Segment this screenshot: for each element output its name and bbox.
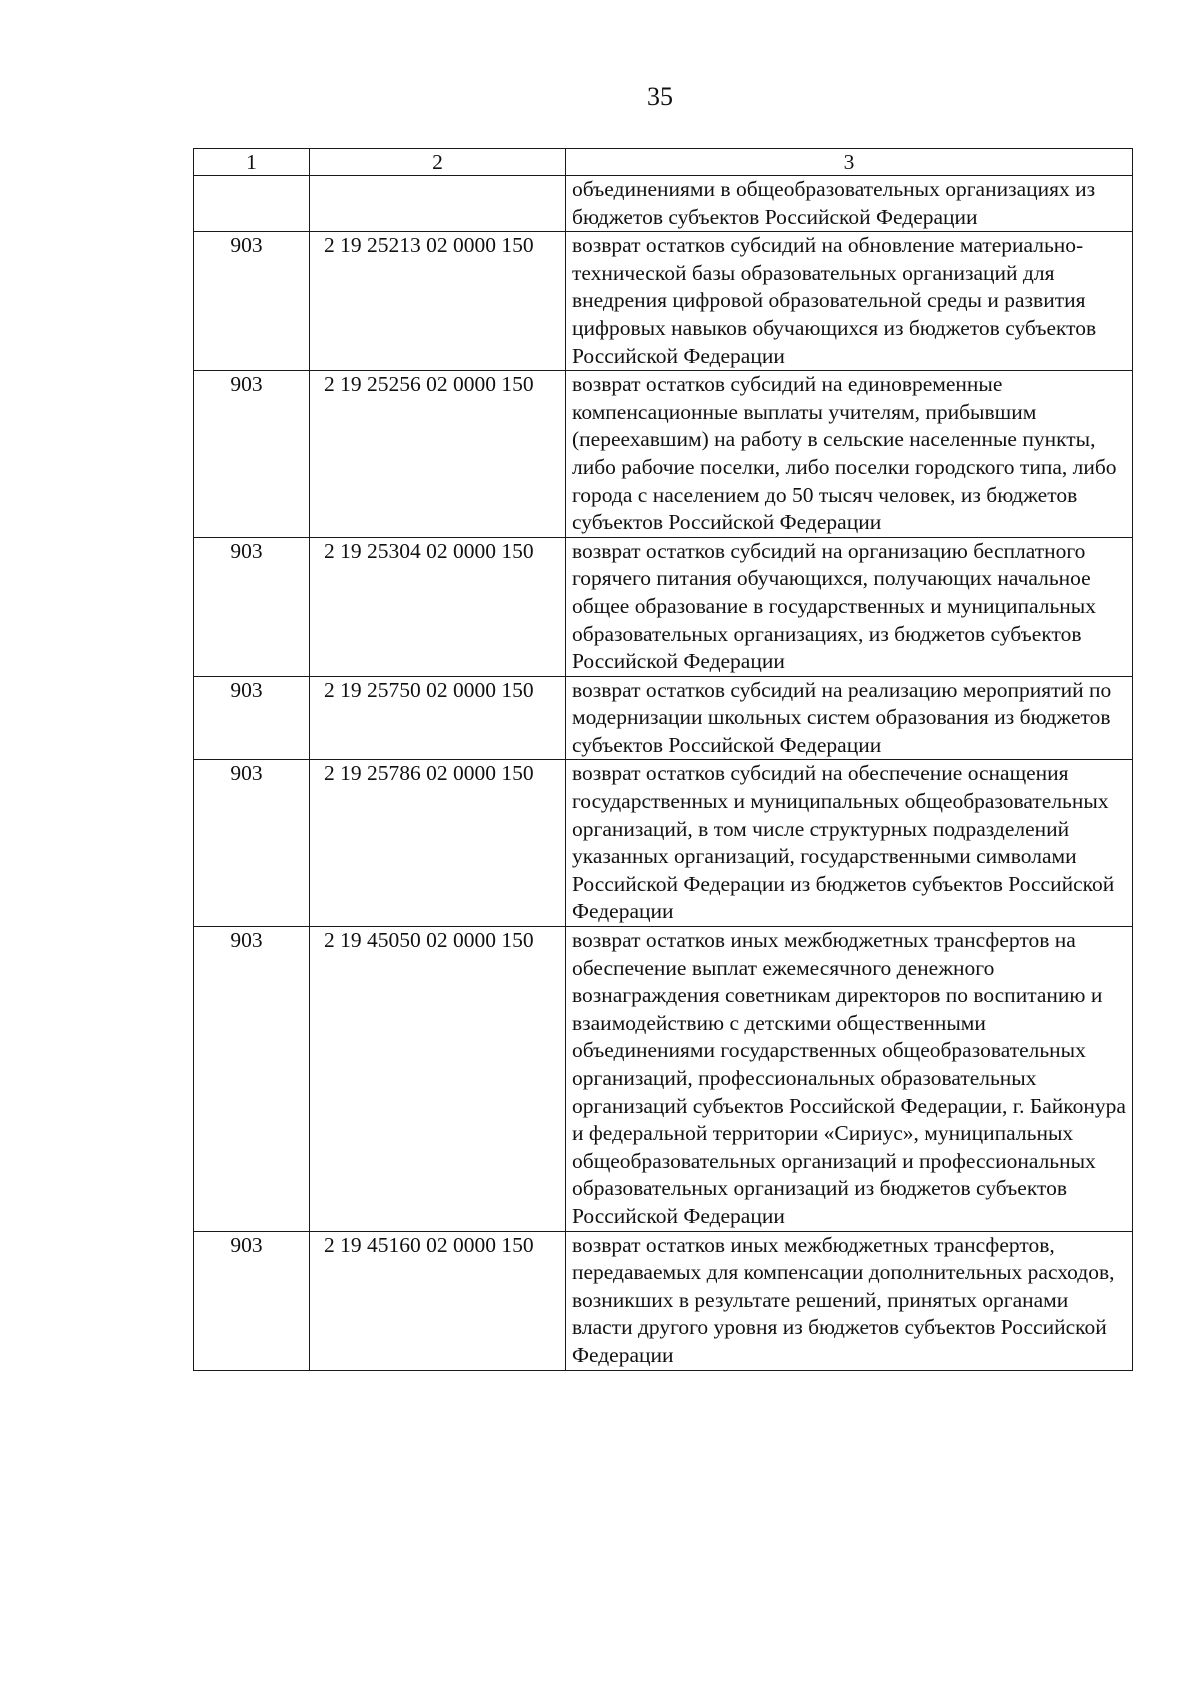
kbk-code-cell: 2 19 25750 02 0000 150 bbox=[310, 676, 566, 760]
description-cell: возврат остатков субсидий на единовременные компенсационные выплаты учителям, прибывшим (переехавшим) на работу в сельские населенные пункты, либо рабочие поселки, либо поселки городского типа, либо города с населением до 50 тысяч человек, из бюджетов субъектов Российской Федерации bbox=[566, 371, 1133, 538]
admin-code-cell: 903 bbox=[194, 676, 310, 760]
admin-code-cell: 903 bbox=[194, 537, 310, 676]
kbk-code-cell: 2 19 25256 02 0000 150 bbox=[310, 371, 566, 538]
admin-code-cell: 903 bbox=[194, 760, 310, 927]
budget-codes-table bbox=[193, 148, 1133, 1371]
admin-code-cell: 903 bbox=[194, 1231, 310, 1370]
description-cell: возврат остатков субсидий на реализацию мероприятий по модернизации школьных систем образования из бюджетов субъектов Российской Федерации bbox=[566, 676, 1133, 760]
admin-code-cell: 903 bbox=[194, 232, 310, 371]
kbk-code-cell bbox=[310, 176, 566, 232]
admin-code-cell: 903 bbox=[194, 927, 310, 1232]
kbk-code-cell: 2 19 25304 02 0000 150 bbox=[310, 537, 566, 676]
kbk-code-cell: 2 19 25213 02 0000 150 bbox=[310, 232, 566, 371]
table-body bbox=[194, 176, 1133, 1371]
table-header bbox=[194, 149, 1133, 176]
description-cell: возврат остатков субсидий на обновление материально-технической базы образовательных организаций для внедрения цифровой образовательной среды и развития цифровых навыков обучающихся из бюджетов субъектов Российской Федерации bbox=[566, 232, 1133, 371]
kbk-code-cell: 2 19 45160 02 0000 150 bbox=[310, 1231, 566, 1370]
table-row bbox=[194, 371, 1133, 538]
table-row bbox=[194, 760, 1133, 927]
table-row bbox=[194, 676, 1133, 760]
kbk-code-cell: 2 19 45050 02 0000 150 bbox=[310, 927, 566, 1232]
kbk-code-cell: 2 19 25786 02 0000 150 bbox=[310, 760, 566, 927]
description-cell: возврат остатков субсидий на обеспечение оснащения государственных и муниципальных общеобразовательных организаций, в том числе структурных подразделений указанных организаций, государственными символами Российской Федерации из бюджетов субъектов Российской Федерации bbox=[566, 760, 1133, 927]
table-row bbox=[194, 927, 1133, 1232]
table-row bbox=[194, 537, 1133, 676]
admin-code-cell bbox=[194, 176, 310, 232]
table-row bbox=[194, 232, 1133, 371]
column-header-1: 1 bbox=[194, 149, 310, 176]
header-row bbox=[194, 149, 1133, 176]
admin-code-cell: 903 bbox=[194, 371, 310, 538]
column-header-2: 2 bbox=[310, 149, 566, 176]
table-row bbox=[194, 176, 1133, 232]
page-number: 35 bbox=[647, 82, 673, 111]
description-cell: возврат остатков субсидий на организацию бесплатного горячего питания обучающихся, получающих начальное общее образование в государственных и муниципальных образовательных организациях, из бюджетов субъектов Российской Федерации bbox=[566, 537, 1133, 676]
table-row bbox=[194, 1231, 1133, 1370]
column-header-3: 3 bbox=[566, 149, 1133, 176]
description-cell: возврат остатков иных межбюджетных трансфертов на обеспечение выплат ежемесячного денежного вознаграждения советникам директоров по воспитанию и взаимодействию с детскими общественными объединениями государственных общеобразовательных организаций, профессиональных образовательных организаций субъектов Российской Федерации, г. Байконура и федеральной территории «Сириус», муниципальных общеобразовательных организаций и профессиональных образовательных организаций из бюджетов субъектов Российской Федерации bbox=[566, 927, 1133, 1232]
description-cell: объединениями в общеобразовательных организациях из бюджетов субъектов Российской Федерации bbox=[566, 176, 1133, 232]
description-cell: возврат остатков иных межбюджетных трансфертов, передаваемых для компенсации дополнительных расходов, возникших в результате решений, принятых органами власти другого уровня из бюджетов субъектов Российской Федерации bbox=[566, 1231, 1133, 1370]
